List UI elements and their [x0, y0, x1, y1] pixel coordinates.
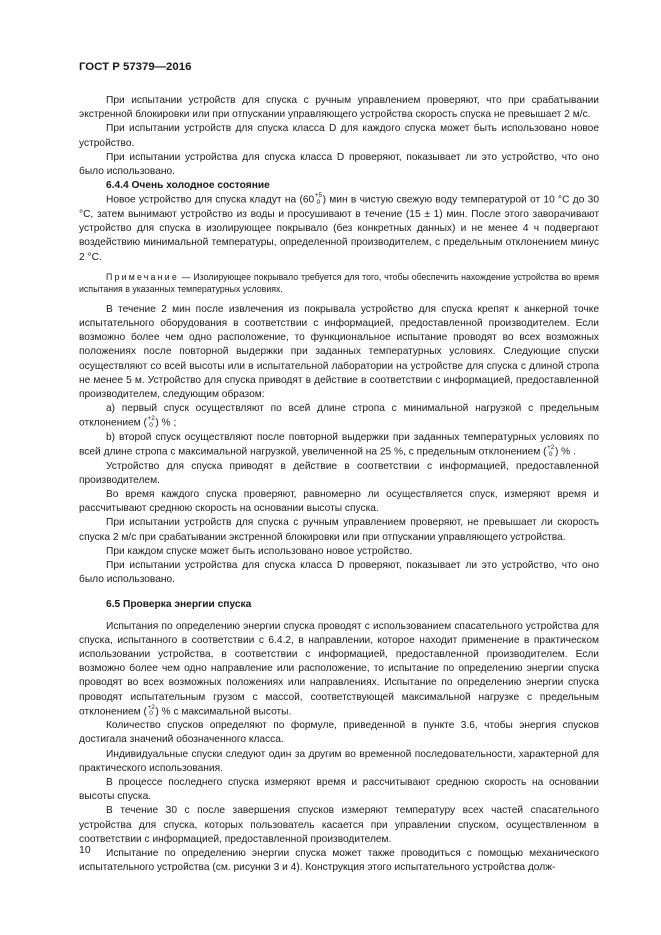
paragraph: При испытании устройств для спуска с ручным управлением проверяют, не превышает ли скорость спуска 2 м/с при срабатывании экстренной блокировки или при отпускании управляющего устройства. [79, 517, 599, 543]
paragraph: В течение 2 мин после извлечения из покрывала устройство для спуска крепят к анкерной точке испытательного оборудования в соответствии с информацией, предоставленной производителем. Если возможно более чем одно расположение, то функциональное испытание проводят во всех возможных положениях после повторной выдержки при заданных температурных условиях. Следующие спуски осуществляют со всей высоты или в испытательной лаборатории на устройстве для спуска с длиной стропа не менее 5 м. Устройство для спуска приводят в действие в соответствии с информацией, предоставленной производителем, следующим образом: [79, 303, 599, 400]
section-heading-6-5: 6.5 Проверка энергии спуска [106, 599, 252, 611]
paragraph: При каждом спуске может быть использовано новое устройство. [106, 545, 413, 557]
paragraph: При испытании устройства для спуска класса D проверяют, показывает ли это устройство, что оно было использовано. [79, 559, 599, 586]
tolerance-fraction: +5 0 [314, 192, 323, 207]
section-heading-6-4-4: 6.4.4 Очень холодное состояние [106, 180, 270, 192]
paragraph: В процессе последнего спуска измеряют время и рассчитывают среднюю скорость на основании высоты спуска. [79, 777, 599, 803]
note-label: Примечание [106, 271, 179, 282]
note-text: — Изолирующее покрывало требуется для того, чтобы обеспечить нахождение устройства во время испытания в указанных температурных условиях. [79, 271, 599, 294]
paragraph: Количество спусков определяют по формуле, приведенной в пункте 3.6, чтобы энергия спусков достигала значений обозначенного класса. [79, 720, 599, 746]
document-header: ГОСТ Р 57379—2016 [79, 61, 192, 73]
paragraph: Новое устройство для спуска кладут на (60 +5 0 ) мин в чистую свежую воду температурой от 10 °С до 30 °С, затем вынимают устройство из воды и просушивают в течение (15 ± 1) мин. После этого заворачивают устройство для спуска в изолирующее покрывало (без конкретных данных) и не менее 4 ч подвергают воздействию минимальной температуры, определенной производителем, с предельным отклонением минус 2 °С. [79, 192, 599, 263]
paragraph: Во время каждого спуска проверяют, равномерно ли осуществляется спуск, измеряют время и рассчитывают среднюю скорость на основании высоты спуска. [79, 488, 599, 515]
note [79, 271, 599, 295]
paragraph: При испытании устройства для спуска класса D проверяют, показывает ли это устройство, что оно было использовано. [79, 151, 599, 178]
list-item-a: а) первый спуск осуществляют по всей длине стропа с минимальной нагрузкой с предельным отклонением ( +2 0 ) % ; [79, 403, 599, 429]
paragraph: Испытания по определению энергии спуска проводят с использованием спасательного устройства для спуска, испытанного в соответствии с 6.4.2, в направлении, которое находит применение в практическом использовании устройства, в соответствии с информацией, предоставленной производителем. Если возможно более чем одно направление или расположение, то испытание по определению энергии спуска проводят во всех возможных положениях или направлениях. Испытание по определению энергии спуска проводят испытательным грузом с массой, соответствующей максимальной нагрузке с предельным отклонением ( +2 0 ) % с максимальной высоты. [79, 620, 599, 718]
list-item-b: b) второй спуск осуществляют после повторной выдержки при заданных температурных условиях по всей длине стропа с максимальной нагрузкой, увеличенной на 25 %, с предельным отклонением ( +2 0 ) % . [79, 431, 599, 458]
page-number: 10 [79, 844, 91, 856]
paragraph: При испытании устройств для спуска класса D для каждого спуска может быть использовано новое устройство. [79, 123, 599, 149]
tolerance-fraction: +2 0 [147, 415, 155, 429]
document-body [79, 94, 599, 875]
paragraph: В течение 30 с после завершения спусков измеряют температуру всех частей спасательного устройства для спуска, которых пользователь касается при управлении спуском, осуществленном в соответствии с информацией, предоставленной производителем. [79, 805, 599, 845]
paragraph: Устройство для спуска приводят в действие в соответствии с информацией, предоставленной производителем. [79, 460, 599, 486]
paragraph: Испытание по определению энергии спуска может также проводиться с помощью механического испытательного устройства (см. рисунки 3 и 4). Конструкция этого испытательного устройства долж- [79, 848, 599, 874]
paragraph: Индивидуальные спуски следуют один за другим во временной последовательности, характерной для практического использования. [79, 748, 599, 774]
tolerance-fraction: +2 0 [147, 703, 155, 718]
tolerance-fraction: +2 0 [547, 444, 555, 458]
paragraph: При испытании устройств для спуска с ручным управлением проверяют, что при срабатывании экстренной блокировки или при отпускании управляющего устройства скорость спуска не превышает 2 м/с. [79, 95, 599, 121]
